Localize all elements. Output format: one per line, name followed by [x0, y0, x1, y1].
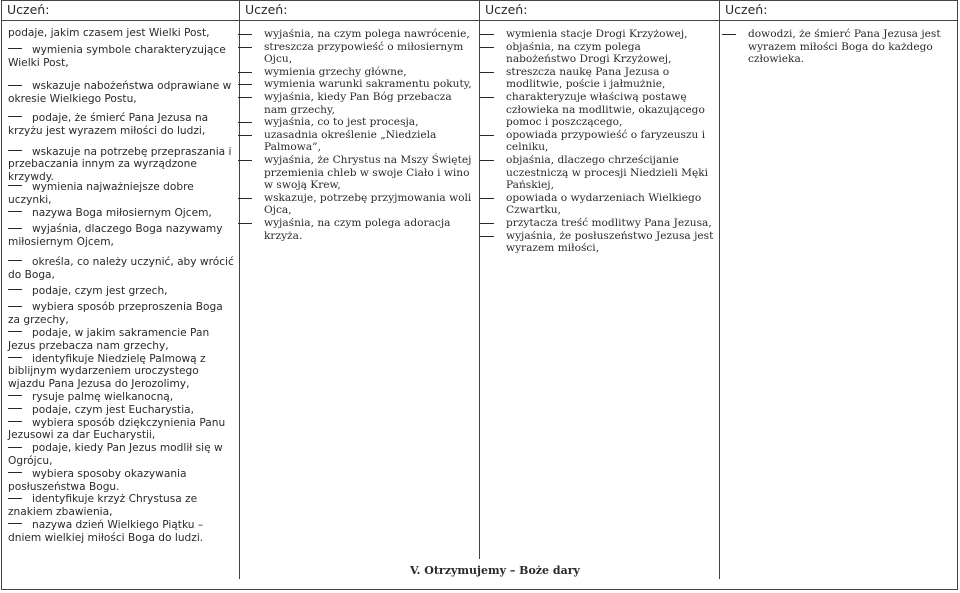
dash-bullet — [480, 47, 494, 48]
list-item-text: nazywa Boga miłosiernym Ojcem, — [32, 206, 212, 219]
list-item — [8, 404, 234, 417]
header-col3: Uczeń: — [485, 2, 528, 17]
dash-bullet — [238, 84, 252, 85]
list-item — [8, 207, 234, 220]
list-item-text: uzasadnia określenie „Niedziela Palmowa”, — [264, 128, 437, 154]
list-item — [8, 417, 234, 443]
list-item-text: wskazuje, potrzebę przyjmowania woli Ojca, — [264, 191, 472, 217]
list-item — [8, 519, 234, 545]
dash-bullet — [8, 211, 22, 212]
dash-bullet — [238, 72, 252, 73]
list-item — [238, 129, 474, 154]
list-item — [8, 80, 234, 106]
dash-bullet — [8, 357, 22, 358]
dash-bullet — [8, 523, 22, 524]
dash-bullet — [8, 228, 22, 229]
list-item — [8, 285, 234, 298]
dash-bullet — [480, 72, 494, 73]
list-item — [238, 91, 474, 116]
dash-bullet — [8, 48, 22, 49]
requirements-table — [1, 0, 958, 590]
list-item — [480, 28, 714, 41]
list-item-text: wymienia grzechy główne, — [264, 65, 407, 78]
list-item-text: wymienia warunki sakramentu pokuty, — [264, 78, 472, 91]
list-item-text: identyfikuje Niedzielę Palmową z biblijnym wydarzeniem uroczystego wjazdu Pana Jezusa do Jerozolimy, — [8, 352, 206, 391]
dash-bullet — [8, 289, 22, 290]
list-item — [480, 154, 714, 192]
list-item-text: nazywa dzień Wielkiego Piątku – dniem wielkiej miłości Boga do ludzi. — [8, 518, 204, 544]
list-item — [8, 112, 234, 138]
list-item — [8, 353, 234, 391]
header-col4: Uczeń: — [725, 2, 768, 17]
list-item-text: podaje, w jakim sakramencie Pan Jezus przebacza nam grzechy, — [8, 326, 210, 352]
list-item-text: wyjaśnia, na czym polega nawrócenie, — [264, 28, 470, 40]
list-item-text: wyjaśnia, co to jest procesja, — [264, 116, 419, 129]
list-item — [8, 181, 234, 207]
dash-bullet — [238, 34, 252, 35]
list-item — [480, 217, 714, 230]
column-2-content — [264, 28, 474, 242]
dash-bullet — [8, 116, 22, 117]
header-col1: Uczeń: — [7, 2, 50, 17]
dash-bullet — [480, 160, 494, 161]
list-item — [8, 146, 234, 184]
dash-bullet — [480, 223, 494, 224]
dash-bullet — [8, 395, 22, 396]
list-item — [480, 192, 714, 217]
dash-bullet — [8, 472, 22, 473]
list-item-text: określa, co należy uczynić, aby wrócić do Boga, — [8, 255, 234, 281]
dash-bullet — [8, 85, 22, 86]
column-divider — [719, 1, 720, 579]
list-item — [8, 442, 234, 468]
list-item-text: wymienia stacje Drogi Krzyżowej, — [506, 28, 688, 40]
column-4-content — [748, 28, 952, 66]
list-item — [238, 41, 474, 66]
list-item — [480, 41, 714, 66]
dash-bullet — [238, 97, 252, 98]
dash-bullet — [480, 236, 494, 237]
list-item-text: identyfikuje krzyż Chrystusa ze znakiem zbawienia, — [8, 493, 198, 519]
list-item-text: dowodzi, że śmierć Pana Jezusa jest wyrazem miłości Boga do każdego człowieka. — [748, 28, 941, 66]
list-item-text: wyjaśnia, że posłuszeństwo Jezusa jest wyrazem miłości, — [506, 229, 714, 255]
column-1-content — [8, 27, 234, 544]
list-item-text: rysuje palmę wielkanocną, — [32, 390, 174, 403]
list-item — [8, 468, 234, 494]
list-item — [8, 493, 234, 519]
dash-bullet — [8, 260, 22, 261]
dash-bullet — [238, 122, 252, 123]
list-item — [238, 28, 474, 41]
list-item — [238, 192, 474, 217]
list-item-text: charakteryzuje właściwą postawę człowieka na modlitwie, okazującego pomoc i poszczącego, — [506, 90, 705, 129]
list-item-text: podaje, że śmierć Pana Jezusa na krzyżu jest wyrazem miłości do ludzi, — [8, 111, 209, 137]
list-item-text: streszcza przypowieść o miłosiernym Ojcu, — [264, 40, 464, 66]
dash-bullet — [8, 447, 22, 448]
list-item-text: podaje, czym jest grzech, — [32, 284, 168, 297]
list-item — [480, 129, 714, 154]
list-item — [722, 28, 952, 66]
list-item — [8, 44, 234, 70]
list-item — [238, 116, 474, 129]
list-item-text: wskazuje nabożeństwa odprawiane w okresie Wielkiego Postu, — [8, 80, 232, 106]
dash-bullet — [8, 185, 22, 186]
dash-bullet — [480, 97, 494, 98]
section-title: V. Otrzymujemy – Boże dary — [410, 564, 580, 577]
dash-bullet — [8, 331, 22, 332]
dash-bullet — [8, 306, 22, 307]
list-item — [8, 256, 234, 282]
dash-bullet — [722, 34, 736, 35]
list-item-text: wybiera sposób przeproszenia Boga za grzechy, — [8, 301, 223, 327]
dash-bullet — [238, 198, 252, 199]
dash-bullet — [238, 47, 252, 48]
header-col2: Uczeń: — [245, 2, 288, 17]
list-item-text: wymienia symbole charakteryzujące Wielki Post, — [8, 43, 226, 69]
dash-bullet — [480, 198, 494, 199]
list-item — [480, 91, 714, 129]
dash-bullet — [238, 223, 252, 224]
list-item-text: wskazuje na potrzebę przepraszania i przebaczania innym za wyrządzone krzywdy. — [8, 145, 232, 184]
column-3-content — [506, 28, 714, 255]
dash-bullet — [480, 135, 494, 136]
list-item-text: streszcza naukę Pana Jezusa o modlitwie, poście i jałmużnie, — [506, 65, 670, 91]
list-item — [8, 223, 234, 249]
list-item — [8, 301, 234, 327]
list-item-text: objaśnia, na czym polega nabożeństwo Drogi Krzyżowej, — [506, 40, 672, 66]
list-item-text: objaśnia, dlaczego chrześcijanie uczestniczą w procesji Niedzieli Męki Pańskiej, — [506, 153, 709, 192]
list-item-text: wyjaśnia, dlaczego Boga nazywamy miłosiernym Ojcem, — [8, 223, 223, 249]
list-item — [480, 66, 714, 91]
list-item-text: wybiera sposób dziękczynienia Panu Jezusowi za dar Eucharystii, — [8, 416, 226, 442]
list-item — [8, 27, 234, 40]
list-item — [238, 78, 474, 91]
list-item-text: wyjaśnia, kiedy Pan Bóg przebacza nam grzechy, — [264, 90, 452, 116]
list-item-text: wyjaśnia, że Chrystus na Mszy Świętej przemienia chleb w swoje Ciało i wino w swoją Krew, — [264, 153, 472, 192]
dash-bullet — [8, 498, 22, 499]
dash-bullet — [238, 160, 252, 161]
list-item-text: wymienia najważniejsze dobre uczynki, — [8, 180, 194, 206]
list-item-text: podaje, czym jest Eucharystia, — [32, 403, 194, 416]
list-item-text: opowiada o wydarzeniach Wielkiego Czwartku, — [506, 191, 702, 217]
dash-bullet — [8, 150, 22, 151]
dash-bullet — [480, 34, 494, 35]
list-item-text: przytacza treść modlitwy Pana Jezusa, — [506, 216, 712, 229]
list-item-text: opowiada przypowieść o faryzeuszu i celniku, — [506, 128, 706, 154]
list-item — [8, 327, 234, 353]
list-item — [8, 391, 234, 404]
list-item-text: podaje, jakim czasem jest Wielki Post, — [8, 27, 210, 39]
dash-bullet — [8, 408, 22, 409]
list-item-text: wybiera sposoby okazywania posłuszeństwa Bogu. — [8, 467, 187, 493]
list-item — [238, 217, 474, 242]
dash-bullet — [238, 135, 252, 136]
list-item — [238, 66, 474, 79]
list-item-text: wyjaśnia, na czym polega adoracja krzyża. — [264, 216, 451, 242]
dash-bullet — [8, 421, 22, 422]
list-item — [238, 154, 474, 192]
list-item-text: podaje, kiedy Pan Jezus modlił się w Ogrójcu, — [8, 442, 223, 467]
list-item — [480, 230, 714, 255]
